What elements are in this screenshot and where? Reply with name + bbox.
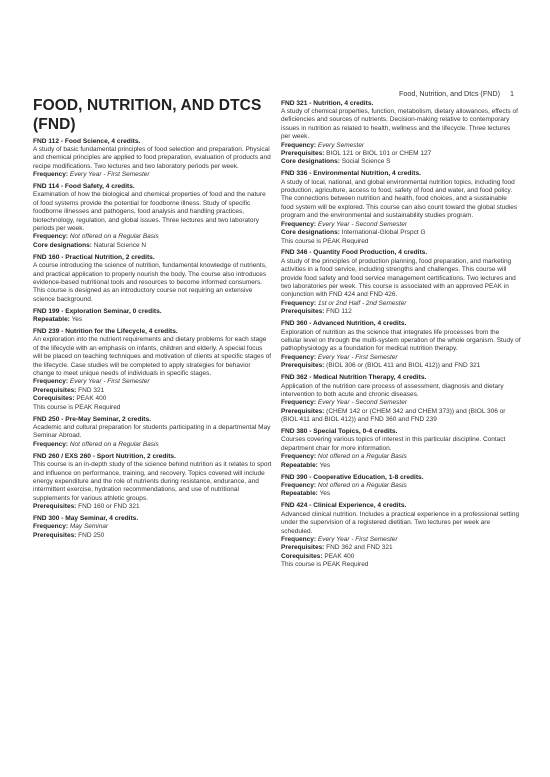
course-meta: [281, 553, 521, 561]
meta-value: Yes: [319, 461, 331, 469]
course-title: FND 424 - Clinical Experience, 4 credits.: [281, 502, 407, 510]
course-meta: [33, 395, 272, 403]
meta-label: Corequisites:: [33, 395, 75, 403]
meta-value: Every Year - First Semester: [69, 378, 150, 386]
course-meta: [33, 233, 272, 241]
meta-label: Corequisites:: [281, 552, 323, 560]
course-meta: [281, 453, 521, 461]
meta-value: Yes: [71, 316, 83, 324]
course-title: FND 380 - Special Topics, 0-4 credits.: [281, 428, 398, 436]
meta-label: Repeatable:: [281, 461, 318, 469]
course-meta: [281, 142, 521, 150]
course-description: A course introducing the science of nutrition, fundamental knowledge of nutrients, and practical application to properly nourish the body. The course also introduces evidence-based nutritional tools and resources to become informed consumers. This course is designed as an introductory course not requiring an extensive science background.: [33, 262, 267, 303]
meta-value: Not offered on a Regular Basis: [69, 233, 159, 241]
course-meta: [281, 150, 521, 158]
meta-value: Every Year - First Semester: [69, 171, 150, 179]
course-entry: [281, 374, 521, 424]
document-title: FOOD, NUTRITION, AND DTCS (FND): [33, 97, 262, 133]
meta-value: FND 112: [326, 308, 352, 316]
meta-value: Social Science S: [341, 158, 391, 166]
course-meta: [281, 158, 521, 166]
meta-label: Prerequisites:: [281, 407, 325, 415]
meta-value: FND 250: [78, 531, 105, 539]
course-meta: [281, 544, 521, 552]
meta-label: Frequency:: [281, 481, 317, 489]
course-title: FND 321 - Nutrition, 4 credits.: [281, 99, 374, 107]
course-description: Application of the nutrition care process of assessment, diagnosis and dietary intervention to both acute and chronic diseases.: [281, 382, 504, 398]
course-description: Academic and cultural preparation for students participating in a departmental May Seminar Abroad.: [33, 424, 271, 440]
course-meta: [281, 354, 521, 362]
course-description: Courses covering various topics of interest in this particular discipline. Contact department chair for more information.: [281, 436, 506, 452]
course-entry: [281, 428, 521, 470]
course-entry: [33, 183, 272, 250]
meta-value: (CHEM 142 or (CHEM 342 and CHEM 373)) and (BIOL 306 or (BIOL 411 and BIOL 412)) and FND 360 and FND 239: [281, 407, 506, 424]
meta-label: Prerequisites:: [33, 386, 77, 394]
course-entry: [33, 328, 272, 412]
course-meta: [281, 229, 521, 237]
course-entry: [33, 254, 272, 304]
meta-label: Core designations:: [281, 229, 340, 237]
meta-value: Every Year - Second Semester: [317, 220, 407, 228]
course-meta: [33, 503, 272, 511]
meta-value: May Seminar: [69, 523, 109, 531]
meta-label: Prerequisites:: [281, 308, 325, 316]
meta-value: This course is PEAK Required: [33, 403, 121, 411]
course-description: Examination of how the biological and chemical properties of food and the nature of food systems provide the potential for foodborne illness. Study of specific foodborne illnesses and pathogens, food analysis and handling practices, biotechnology, regulation, and global issues. Three lectures and two laboratory periods per week.: [33, 191, 266, 233]
meta-label: Repeatable:: [281, 490, 318, 498]
course-meta: [33, 316, 272, 324]
course-meta: [281, 482, 521, 490]
meta-label: Frequency:: [33, 523, 69, 531]
course-entry: [281, 320, 521, 370]
course-meta: [281, 561, 521, 569]
meta-value: Natural Science N: [93, 241, 147, 249]
course-description: A study of local, national, and global environmental nutrition topics, including food production, agriculture, access to food, safety of food and water, and food policy. The connections between nutrition and health, food choices, and a sustainable food system will be explored. This course can also count toward the global studies program and the environmental and sustainability studies program.: [281, 178, 518, 220]
meta-label: Prerequisites:: [281, 544, 325, 552]
course-meta: [281, 399, 521, 407]
course-meta: [281, 408, 521, 425]
meta-label: Prerequisites:: [33, 503, 77, 511]
course-description: A study of chemical properties, function, metabolism, dietary allowances, effects of deficiencies and sources of nutrients. Decision-making relative to contemporary issues in nutrition as related to health, wellness and the lifecycle. Three lectures per week.: [281, 107, 518, 141]
right-column: [281, 96, 521, 570]
course-entry: [33, 416, 272, 450]
meta-value: Every Semester: [317, 141, 365, 149]
course-meta: [33, 404, 272, 412]
meta-label: Prerequisites:: [281, 149, 325, 157]
meta-label: Frequency:: [281, 399, 317, 407]
meta-value: PEAK 400: [76, 395, 107, 403]
course-title: FND 260 / EXS 260 - Sport Nutrition, 2 credits.: [33, 452, 176, 460]
course-meta: [33, 532, 272, 540]
course-description: Exploration of nutrition as the science that integrates life processes from the cellular level on through the multi-system operation of the whole organism. Study of pathophysiology as a foundation for medical nutrition therapy.: [281, 328, 521, 353]
meta-value: Every Year - First Semester: [317, 353, 398, 361]
meta-label: Frequency:: [33, 233, 69, 241]
course-entry: [281, 100, 521, 167]
meta-value: Every Year - Second Semester: [317, 399, 407, 407]
course-entry: [33, 453, 272, 512]
meta-value: International-Global Prspct G: [341, 229, 426, 237]
course-title: FND 346 - Quantity Food Production, 4 credits.: [281, 249, 428, 257]
meta-label: Prerequisites:: [281, 362, 325, 370]
course-meta: [281, 536, 521, 544]
course-meta: [281, 221, 521, 229]
course-entry: [33, 308, 272, 325]
meta-value: PEAK 400: [324, 552, 355, 560]
course-title: FND 336 - Environmental Nutrition, 4 credits.: [281, 170, 421, 178]
course-meta: [33, 171, 272, 179]
course-description: A study of basic fundamental principles of food selection and preparation. Physical and chemical principles are applied to food preparation, evaluation of products and recipe modifications. Two lectures and two laboratory periods per week.: [33, 145, 271, 170]
meta-value: Not offered on a Regular Basis: [69, 440, 159, 448]
meta-label: Frequency:: [281, 535, 317, 543]
course-meta: [281, 308, 521, 316]
meta-value: FND 362 and FND 321: [326, 544, 393, 552]
meta-value: Not offered on a Regular Basis: [317, 453, 407, 461]
meta-label: Frequency:: [281, 299, 317, 307]
meta-label: Core designations:: [281, 158, 340, 166]
meta-value: 1st or 2nd Half - 2nd Semester: [317, 299, 407, 307]
page-number: 1: [510, 89, 514, 98]
meta-value: Yes: [319, 490, 331, 498]
meta-label: Frequency:: [281, 220, 317, 228]
course-title: FND 199 - Exploration Seminar, 0 credits.: [33, 307, 162, 315]
course-entry: [281, 502, 521, 569]
meta-label: Frequency:: [281, 141, 317, 149]
meta-value: FND 321: [78, 386, 105, 394]
meta-value: This course is PEAK Required: [281, 237, 369, 245]
meta-label: Frequency:: [33, 171, 69, 179]
meta-label: Repeatable:: [33, 316, 70, 324]
meta-label: Core designations:: [33, 241, 92, 249]
meta-label: Frequency:: [281, 453, 317, 461]
meta-value: (BIOL 306 or (BIOL 411 and BIOL 412)) and FND 321: [326, 362, 481, 370]
meta-value: This course is PEAK Required: [281, 561, 369, 569]
course-description: This course is an in-depth study of the science behind nutrition as it relates to sport and influence on performance, training, and recovery. Topics covered will include energy expenditure and the role of nutrients during resistance, endurance, and intermittent exercise, hydration recommendations, and use of nutritional supplements for various athletic groups.: [33, 461, 272, 502]
meta-value: BIOL 121 or BIOL 101 or CHEM 127: [326, 149, 432, 157]
course-title: FND 239 - Nutrition for the Lifecycle, 4 credits.: [33, 328, 178, 336]
course-meta: [281, 462, 521, 470]
course-entry: [33, 138, 272, 180]
left-column: [33, 96, 272, 540]
course-title: FND 300 - May Seminar, 4 credits.: [33, 515, 139, 523]
course-title: FND 390 - Cooperative Education, 1-8 credits.: [281, 473, 424, 481]
meta-value: Not offered on a Regular Basis: [317, 481, 407, 489]
course-description: A study of the principles of production planning, food preparation, and marketing activities in a food service, including strengths and challenges. This course will provide food safety and food service management certifications. Two lectures and two laboratories per week. This course is associated with an approved PEAK in conjunction with FND 424 and FND 426.: [281, 257, 516, 299]
course-meta: [33, 523, 272, 531]
course-meta: [33, 378, 272, 386]
course-description: An exploration into the nutrient requirements and dietary problems for each stage of the lifecycle with an emphasis on infants, children and elderly. A special focus will be placed on teaching techniques and motivation of clients at specific stages of the lifecycle. Case studies will be completed to apply strategies for behavior change to meet unique needs of individuals in specific stages.: [33, 336, 272, 378]
course-meta: [281, 362, 521, 370]
course-meta: [33, 242, 272, 250]
course-title: FND 250 - Pre-May Seminar, 2 credits.: [33, 415, 152, 423]
course-entry: [33, 515, 272, 540]
course-entry: [281, 170, 521, 246]
running-title: Food, Nutrition, and Dtcs (FND): [398, 89, 500, 98]
course-meta: [281, 238, 521, 246]
course-meta: [33, 441, 272, 449]
course-meta: [281, 300, 521, 308]
meta-label: Frequency:: [281, 353, 317, 361]
course-title: FND 112 - Food Science, 4 credits.: [33, 137, 141, 145]
course-title: FND 360 - Advanced Nutrition, 4 credits.: [281, 320, 407, 328]
meta-label: Prerequisites:: [33, 531, 77, 539]
course-description: Advanced clinical nutrition. Includes a practical experience in a professional setting under the supervision of a registered dietitian. Two lectures per week are scheduled.: [281, 510, 520, 535]
course-entry: [281, 249, 521, 316]
meta-label: Frequency:: [33, 378, 69, 386]
course-title: FND 160 - Practical Nutrition, 2 credits.: [33, 253, 155, 261]
course-title: FND 114 - Food Safety, 4 credits.: [33, 183, 135, 191]
course-title: FND 362 - Medical Nutrition Therapy, 4 credits.: [281, 374, 427, 382]
meta-value: Every Year - First Semester: [317, 535, 398, 543]
course-meta: [281, 490, 521, 498]
course-meta: [33, 387, 272, 395]
meta-value: FND 160 or FND 321: [78, 503, 140, 511]
meta-label: Frequency:: [33, 440, 69, 448]
course-entry: [281, 474, 521, 499]
